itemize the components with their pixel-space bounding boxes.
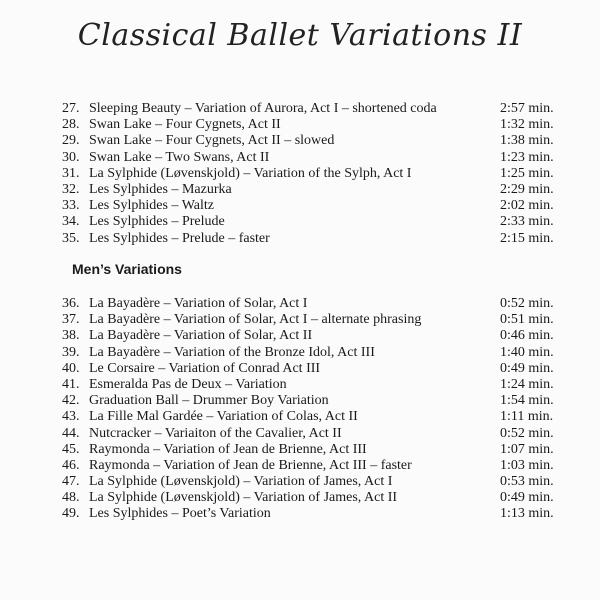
track-duration: 0:52 min.	[500, 296, 554, 311]
track-title: La Fille Mal Gardée – Variation of Colas, Act II	[89, 409, 358, 425]
track-duration: 2:29 min.	[500, 181, 554, 197]
track-title: Swan Lake – Two Swans, Act II	[89, 149, 270, 165]
track-title: Raymonda – Variation of Jean de Brienne, Act III – faster	[89, 457, 412, 473]
track-row	[62, 393, 562, 409]
track-number: 48.	[62, 490, 80, 506]
track-title: Sleeping Beauty – Variation of Aurora, Act I – shortened coda	[89, 101, 437, 116]
track-row	[62, 426, 562, 442]
track-title: Graduation Ball – Drummer Boy Variation	[89, 393, 329, 409]
track-row	[62, 442, 562, 458]
track-row	[62, 490, 562, 506]
track-title: La Sylphide (Løvenskjold) – Variation of the Sylph, Act I	[89, 165, 412, 181]
track-title: La Sylphide (Løvenskjold) – Variation of James, Act II	[89, 490, 398, 506]
track-number: 44.	[62, 425, 80, 441]
section-heading: Men’s Variations	[72, 261, 182, 277]
track-duration: 0:49 min.	[500, 360, 554, 376]
track-number: 37.	[62, 312, 80, 328]
track-number: 46.	[62, 457, 80, 473]
track-number: 39.	[62, 344, 80, 360]
track-duration: 0:52 min.	[500, 425, 554, 441]
track-number: 40.	[62, 360, 80, 376]
track-number: 30.	[62, 149, 80, 165]
track-title: Les Sylphides – Mazurka	[89, 181, 232, 197]
track-title: Les Sylphides – Waltz	[89, 198, 214, 214]
track-duration: 2:02 min.	[500, 198, 554, 214]
track-row	[62, 328, 562, 344]
track-number: 47.	[62, 474, 80, 490]
track-number: 49.	[62, 506, 80, 522]
track-duration: 0:53 min.	[500, 474, 554, 490]
track-row	[62, 409, 562, 425]
track-duration: 1:25 min.	[500, 165, 554, 181]
page-title: Classical Ballet Variations II	[77, 18, 523, 53]
track-duration: 2:33 min.	[500, 214, 554, 230]
track-duration: 1:13 min.	[500, 506, 554, 522]
track-number: 31.	[62, 165, 80, 181]
track-number: 35.	[62, 230, 80, 246]
track-row	[62, 296, 562, 312]
track-number: 27.	[62, 101, 80, 116]
track-number: 28.	[62, 117, 80, 133]
track-title: Les Sylphides – Poet’s Variation	[89, 506, 271, 522]
track-duration: 0:49 min.	[500, 490, 554, 506]
track-row	[62, 198, 562, 214]
track-row	[62, 182, 562, 198]
track-duration: 1:38 min.	[500, 133, 554, 149]
track-row	[62, 101, 562, 117]
track-number: 45.	[62, 441, 80, 457]
track-title: Les Sylphides – Prelude	[89, 214, 225, 230]
track-row	[62, 214, 562, 230]
track-duration: 1:23 min.	[500, 149, 554, 165]
track-duration: 0:46 min.	[500, 328, 554, 344]
track-title: La Bayadère – Variation of the Bronze Idol, Act III	[89, 344, 375, 360]
track-duration: 1:03 min.	[500, 457, 554, 473]
track-title: Swan Lake – Four Cygnets, Act II	[89, 117, 281, 133]
track-number: 41.	[62, 376, 80, 392]
track-row	[62, 345, 562, 361]
track-row	[62, 231, 562, 247]
track-duration: 1:54 min.	[500, 393, 554, 409]
track-row	[62, 312, 562, 328]
track-duration: 1:07 min.	[500, 441, 554, 457]
track-title: La Bayadère – Variation of Solar, Act II	[89, 328, 313, 344]
track-duration: 1:11 min.	[500, 409, 554, 425]
track-row	[62, 117, 562, 133]
track-row	[62, 377, 562, 393]
track-duration: 2:15 min.	[500, 230, 554, 246]
track-title: Esmeralda Pas de Deux – Variation	[89, 376, 287, 392]
track-number: 36.	[62, 296, 80, 311]
track-number: 32.	[62, 181, 80, 197]
track-title: La Bayadère – Variation of Solar, Act I	[89, 296, 308, 311]
track-row	[62, 166, 562, 182]
track-number: 29.	[62, 133, 80, 149]
track-row	[62, 133, 562, 149]
track-number: 33.	[62, 198, 80, 214]
track-row	[62, 150, 562, 166]
track-duration: 0:51 min.	[500, 312, 554, 328]
track-title: Nutcracker – Variaiton of the Cavalier, Act II	[89, 425, 342, 441]
track-title: Le Corsaire – Variation of Conrad Act III	[89, 360, 321, 376]
track-title: Swan Lake – Four Cygnets, Act II – slowed	[89, 133, 335, 149]
track-row	[62, 474, 562, 490]
track-duration: 1:32 min.	[500, 117, 554, 133]
track-title: Raymonda – Variation of Jean de Brienne, Act III	[89, 441, 367, 457]
track-row	[62, 458, 562, 474]
track-row	[62, 361, 562, 377]
track-number: 42.	[62, 393, 80, 409]
track-duration: 1:24 min.	[500, 376, 554, 392]
track-title: La Bayadère – Variation of Solar, Act I – alternate phrasing	[89, 312, 422, 328]
track-number: 38.	[62, 328, 80, 344]
track-duration: 2:57 min.	[500, 101, 554, 116]
track-duration: 1:40 min.	[500, 344, 554, 360]
track-list-top	[62, 101, 562, 247]
track-title: La Sylphide (Løvenskjold) – Variation of James, Act I	[89, 474, 393, 490]
track-list-bottom	[62, 296, 562, 523]
track-title: Les Sylphides – Prelude – faster	[89, 230, 270, 246]
track-row	[62, 506, 562, 522]
track-number: 34.	[62, 214, 80, 230]
track-number: 43.	[62, 409, 80, 425]
